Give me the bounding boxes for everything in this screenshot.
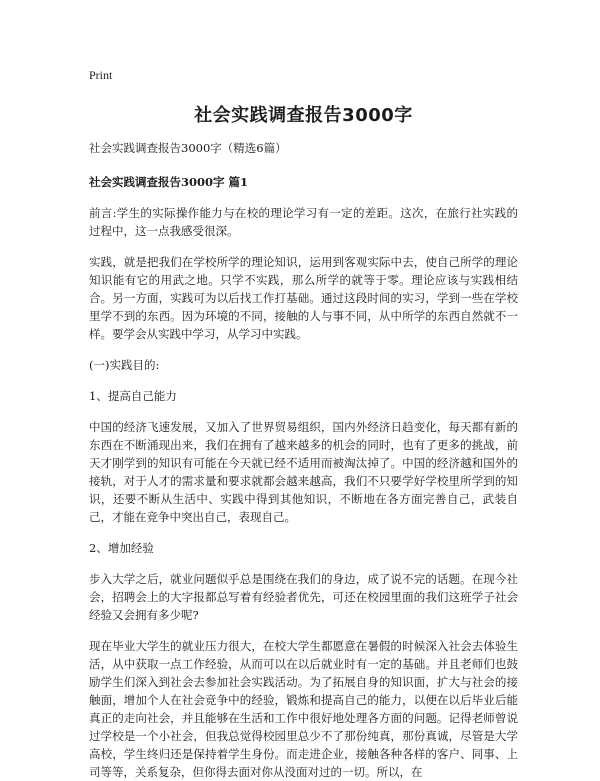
paragraph-practice: 实践，就是把我们在学校所学的理论知识，运用到客观实际中去，使自己所学的理论知识能有它的用武之地。只学不实践，那么所学的就等于零。理论应该与实践相结合。另一方面，实践可为以后找工作打基础。通过这段时间的实习，学到一些在学校里学不到的东西。因为环境的不同，接触的人与事不同，从中所学的东西自然就不一样。要学会从实践中学习，从学习中实践。 xyxy=(89,255,518,341)
heading-gain-experience: 2、增加经验 xyxy=(89,541,154,555)
paragraph-employment: 步入大学之后，就业问题似乎总是围绕在我们的身边，成了说不完的话题。在现今社会，招聘会上的大字报都总写着有经验者优先，可还在校园里面的我们这班学子社会经验又会拥有多少呢? xyxy=(89,572,518,622)
section-heading: 社会实践调查报告3000字 篇1 xyxy=(89,175,249,189)
paragraph-preface: 前言:学生的实际操作能力与在校的理论学习有一定的差距。这次，在旅行社实践的过程中，这一点我感受很深。 xyxy=(89,206,518,238)
print-link[interactable]: Print xyxy=(89,68,113,82)
paragraph-graduates: 现在毕业大学生的就业压力很大，在校大学生都愿意在暑假的时候深入社会去体验生活，从中获取一点工作经验，从而可以在以后就业时有一定的基础。并且老师们也鼓励学生们深入到社会去参加社会实践活动。为了拓展自身的知识面，扩大与社会的接触面，增加个人在社会竞争中的经验，锻炼和提高自己的能力，以便在以后毕业后能真正的走向社会，并且能够在生活和工作中很好地处理各方面的问题。记得老师曾说过学校是一个小社会，但我总觉得校园里总少不了那份纯真，那份真诚，尽管是大学高校，学生终归还是保持着学生身份。而走进企业，接触各种各样的客户、同事、上司等等，关系复杂，但你得去面对你从没面对过的一切。所以，在 xyxy=(89,639,518,779)
paragraph-economy: 中国的经济飞速发展，又加入了世界贸易组织，国内外经济日趋变化，每天都有新的东西在不断涌现出来，我们在拥有了越来越多的机会的同时，也有了更多的挑战，前天才刚学到的知识有可能在今天就已经不适用而被淘汰掉了。中国的经济越和国外的接轨，对于人才的需求量和要求就都会越来越高，我们不只要学好学校里所学到的知识，还要不断从生活中、实践中得到其他知识，不断地在各方面完善自己，武装自己，才能在竞争中突出自己，表现自己。 xyxy=(89,420,518,524)
document-title: 社会实践调查报告3000字 xyxy=(194,105,413,126)
heading-purpose: (一)实践目的: xyxy=(89,358,160,372)
document-subtitle: 社会实践调查报告3000字（精选6篇） xyxy=(89,141,287,155)
heading-improve-ability: 1、提高自己能力 xyxy=(89,389,177,403)
